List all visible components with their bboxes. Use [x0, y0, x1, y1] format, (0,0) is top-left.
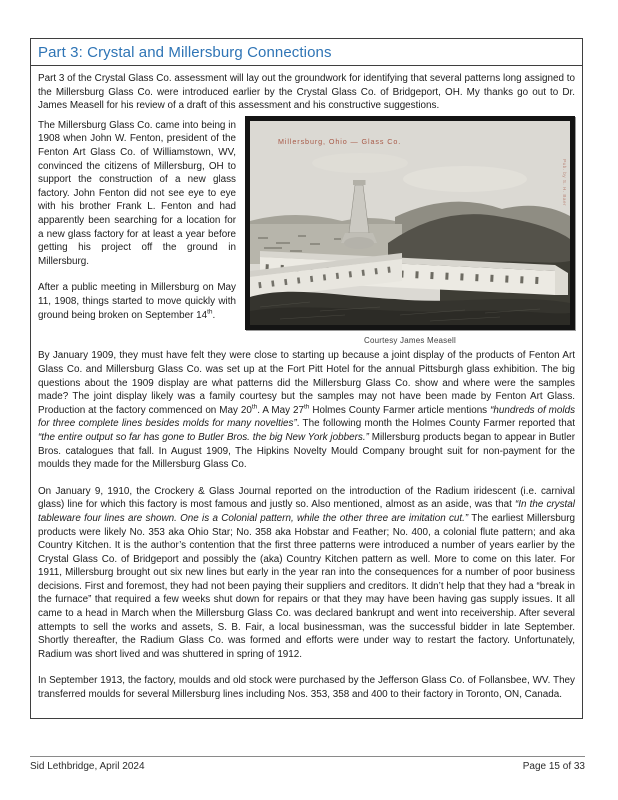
document-page	[30, 38, 583, 719]
article-body	[31, 66, 582, 718]
paragraph-public-meeting: After a public meeting in Millersburg on May 11, 1908, things started to move quickly with ground being broken on September 14th.	[38, 282, 236, 321]
photo-caption: Courtesy James Measell	[364, 335, 456, 345]
postcard-title-text: Millersburg, Ohio — Glass Co.	[278, 136, 402, 146]
factory-postcard-figure	[245, 116, 575, 348]
paragraph-millersburg-origin: The Millersburg Glass Co. came into being in 1908 when John W. Fenton, president of the Fenton Art Glass Co. of Williamstown, WV, convinced the citizens of Millersburg, OH to support the construction of a new glass factory. John Fenton did not see eye to eye with his brother Frank L. Fenton and had apparently been searching for a location for a new glass factory for at least a year before getting his project off the ground in Millersburg.	[38, 119, 236, 267]
postcard-photo	[245, 116, 575, 330]
footer-author: Sid Lethbridge, April 2024	[30, 761, 145, 772]
factory-postcard-illustration	[250, 121, 570, 325]
page-footer	[30, 761, 585, 772]
page-title: Part 3: Crystal and Millersburg Connections	[31, 39, 582, 66]
footer-page-number: Page 15 of 33	[522, 761, 585, 772]
article-box	[30, 38, 583, 719]
postcard-publisher-text: Pub. by S. H. Baer	[562, 158, 567, 206]
footer-divider	[30, 756, 585, 757]
paragraph-january-1909: By January 1909, they must have felt they were close to starting up because a joint display of the products of Fenton Art Glass Co. and Millersburg Glass Co. was set up at the Fort Pitt Hotel for the annual Pittsburgh glass exhibition. The big questions about the 1909 display are what patterns did the Millersburg Glass Co. show and where were the samples made? The joint display likely was a family courtesy but the samples may not have been made by Fenton Art Glass. Production at the factory commenced on May 20th. A May 27th Holmes County Farmer article mentions “hundreds of molds for three complete lines besides molds for many novelties”. The following month the Holmes County Farmer reported that “the entire output so far has gone to Butler Bros. the big New York jobbers.” Millersburg products began to appear in Butler Bros. catalogues that fall. In August 1909, The Hipkins Novelty Mould Company brought suit for non-payment for the moulds they made for the Millersburg Glass Co.	[38, 350, 576, 471]
intro-paragraph: Part 3 of the Crystal Glass Co. assessment will lay out the groundwork for identifying that several patterns long assigned to the Millersburg Glass Co. were introduced earlier by the Crystal Glass Co. of Bridgeport, OH. My thanks go out to Dr. James Measell for his review of a draft of this assessment and his constructive suggestions.	[38, 73, 575, 112]
paragraph-january-1910: On January 9, 1910, the Crockery & Glass Journal reported on the introduction of the Radium iridescent (i.e. carnival glass) line for which this factory is most famous and justly so. Also mentioned, almost as an aside, was that “In the crystal tableware four lines are shown. One is a Colonial pattern, while the other three are imitation cut.” The earliest Millersburg products were likely No. 353 aka Ohio Star; No. 358 aka Hobstar and Feather; No. 400, a colonial flute pattern; and aka Country Kitchen. It is the author’s contention that the first three patterns were introduced a number of years earlier by the Crystal Glass Co. of Bridgeport and possibly the (aka) Country Kitchen pattern as well. More to come on this later. For 1911, Millersburg brought out six new lines but early in the year ran into the consequences for a number of poor business decisions. First and foremost, they had not been paying their suppliers and creditors. It didn’t help that they had a “break in the furnace” that required a few weeks shut down for repairs or that they may have been having gas supply issues. It all came to a head in March when the Millersburg Glass Co. was declared bankrupt and went into receivership. After several attempts to sell the works and assets, S. B. Fair, a local businessman, was the successful bidder in late September. Shortly thereafter, the Radium Glass Co. was formed and efforts were under way to restart the factory. Unfortunately, Radium was short lived and was shuttered in spring of 1912.	[38, 485, 575, 660]
paragraph-september-1913: In September 1913, the factory, moulds and old stock were purchased by the Jefferson Glass Co. of Follansbee, WV. They transferred moulds for several Millersburg lines including Nos. 353, 358 and 400 to their factory in Toronto, ON, Canada.	[38, 675, 575, 701]
